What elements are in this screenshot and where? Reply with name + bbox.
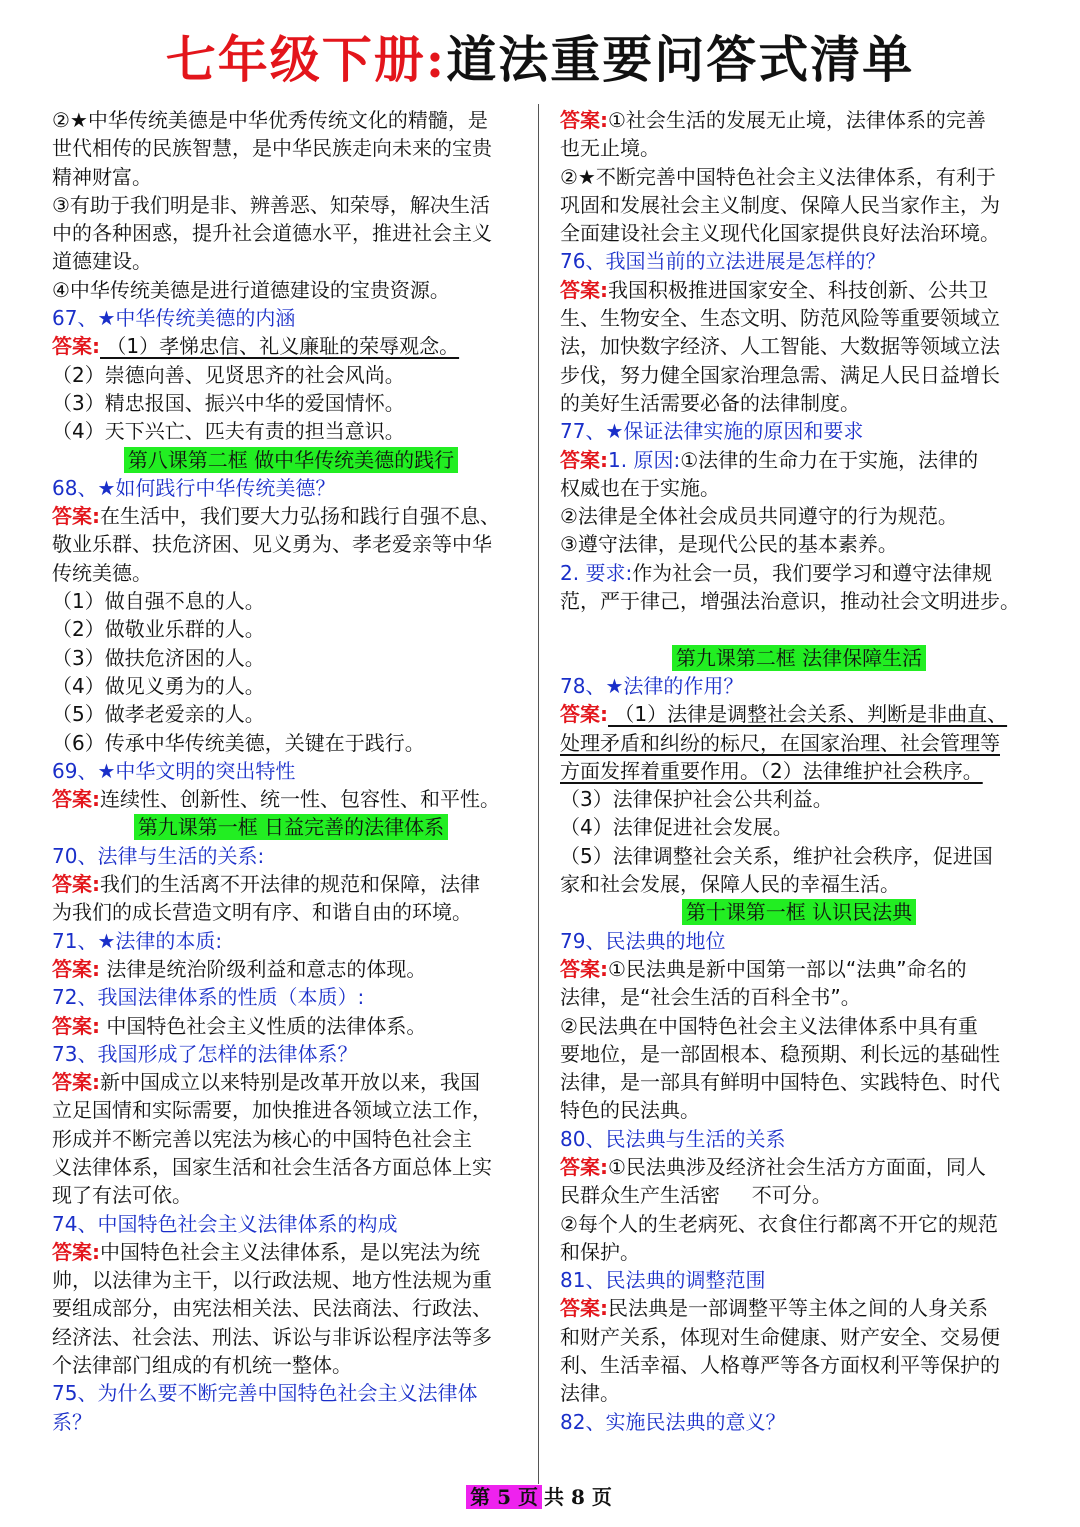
section-heading-text: 第九课第二框 法律保障生活 <box>672 645 926 671</box>
requirement-label: 2. 要求: <box>560 560 633 585</box>
text-line: 生、生物安全、生态文明、防范风险等重要领域立 <box>560 306 1000 331</box>
question-78: 78、★法律的作用？ <box>560 673 744 698</box>
answer-78-line <box>560 700 1038 728</box>
question-72: 72、我国法律体系的性质（本质）: <box>52 985 365 1010</box>
answer-text: （1）孝悌忠信、礼义廉耻的荣辱观念。 <box>100 334 460 359</box>
answer-text: 在生活中，我们要大力弘扬和践行自强不息、 <box>100 504 500 529</box>
text-line: （3）法律保护社会公共利益。 <box>560 787 833 812</box>
text-line: 法律。 <box>560 1381 620 1406</box>
answer-text: ①民法典是新中国第一部以“法典”命名的 <box>608 956 967 981</box>
text-line: 现了有法可依。 <box>52 1183 192 1208</box>
question-69: 69、★中华文明的突出特性 <box>52 758 296 783</box>
text-line: 范，严于律己，增强法治意识，推动社会文明进步。 <box>560 589 1020 614</box>
text-line: 和保护。 <box>560 1239 640 1264</box>
text-line: 世代相传的民族智慧，是中华民族走向未来的宝贵 <box>52 136 492 161</box>
answer-text: 新中国成立以来特别是改革开放以来，我国 <box>100 1070 480 1095</box>
text-line: 经济法、社会法、刑法、诉讼与非诉讼程序法等多 <box>52 1324 492 1349</box>
text-line: 处理矛盾和纠纷的标尺，在国家治理、社会管理等 <box>560 730 1000 755</box>
section-heading-text: 第十课第一框 认识民法典 <box>682 899 916 925</box>
answer-text: 民法典是一部调整平等主体之间的人身关系 <box>608 1296 988 1321</box>
section-heading-8-2 <box>52 446 530 474</box>
question-76: 76、我国当前的立法进展是怎样的？ <box>560 249 886 274</box>
text-line: （3）做扶危济困的人。 <box>52 645 265 670</box>
answer-79-line <box>560 955 1038 983</box>
question-80: 80、民法典与生活的关系 <box>560 1126 786 1151</box>
reason-label: 1. 原因: <box>608 447 681 472</box>
text-line: （2）做敬业乐群的人。 <box>52 617 265 642</box>
column-divider <box>538 104 539 1484</box>
answer-76-line <box>560 276 1038 304</box>
answer-label: 答案: <box>52 334 100 359</box>
answer-72-line <box>52 1012 530 1040</box>
text-line: 家和社会发展，保障人民的幸福生活。 <box>560 872 900 897</box>
text-line: （3）精忠报国、振兴中华的爱国情怀。 <box>52 390 405 415</box>
text-line: （5）法律调整社会关系，维护社会秩序，促进国 <box>560 843 993 868</box>
question-77: 77、★保证法律实施的原因和要求 <box>560 419 864 444</box>
title-grade: 七年级下册: <box>165 30 447 89</box>
page-total: 共 8 页 <box>544 1485 612 1509</box>
answer-label: 答案: <box>560 702 608 727</box>
section-heading-text: 第八课第二框 做中华传统美德的践行 <box>124 447 458 473</box>
requirement-line <box>560 559 1038 587</box>
text-line: （6）传承中华传统美德，关键在于践行。 <box>52 730 425 755</box>
text-line: 立足国情和实际需要，加快推进各领域立法工作， <box>52 1098 492 1123</box>
text-line: ③遵守法律，是现代公民的基本素养。 <box>560 532 898 557</box>
answer-label: 答案: <box>52 504 100 529</box>
question-74: 74、中国特色社会主义法律体系的构成 <box>52 1211 398 1236</box>
answer-label: 答案: <box>560 1154 608 1179</box>
answer-label: 答案: <box>52 787 100 812</box>
section-heading-text: 第九课第一框 日益完善的法律体系 <box>134 814 448 840</box>
question-75-cont: 系？ <box>52 1409 92 1434</box>
answer-text: 连续性、创新性、统一性、包容性、和平性。 <box>100 787 500 812</box>
text-line: （4）天下兴亡、匹夫有责的担当意识。 <box>52 419 405 444</box>
question-73: 73、我国形成了怎样的法律体系？ <box>52 1041 358 1066</box>
text-line: 道德建设。 <box>52 249 152 274</box>
text-line: 帅，以法律为主干，以行政法规、地方性法规为重 <box>52 1268 492 1293</box>
answer-label: 答案: <box>52 872 100 897</box>
text-line: 方面发挥着重要作用。（2）法律维护社会秩序。 <box>560 758 983 783</box>
answer-text: 我国积极推进国家安全、科技创新、公共卫 <box>608 277 988 302</box>
text-line: 为我们的成长营造文明有序、和谐自由的环境。 <box>52 900 472 925</box>
text-line: 法，加快数字经济、人工智能、大数据等领域立法 <box>560 334 1000 359</box>
answer-text: ①社会生活的发展无止境，法律体系的完善 <box>608 108 986 132</box>
text-line: 法律，是一部具有鲜明中国特色、实践特色、时代 <box>560 1070 1000 1095</box>
answer-label: 答案: <box>52 1013 100 1038</box>
text-line: 要地位，是一部固根本、稳预期、利长远的基础性 <box>560 1041 1000 1066</box>
text-line: 义法律体系，国家生活和社会生活各方面总体上实 <box>52 1154 492 1179</box>
answer-label: 答案: <box>560 1296 608 1321</box>
text-line: ②★中华传统美德是中华优秀传统文化的精髓，是 <box>52 108 488 132</box>
answer-text: 法律是统治阶级利益和意志的体现。 <box>100 956 427 981</box>
text-line: ②每个人的生老病死、衣食住行都离不开它的规范 <box>560 1211 998 1236</box>
answer-label: 答案: <box>560 108 608 132</box>
text-line: 法律，是“社会生活的百科全书”。 <box>560 985 861 1010</box>
answer-67-line <box>52 332 530 360</box>
text-line: 全面建设社会主义现代化国家提供良好法治环境。 <box>560 221 1000 246</box>
answer-text: （1）法律是调整社会关系、判断是非曲直、 <box>608 702 1008 727</box>
page-number: 第 5 页 <box>466 1485 542 1509</box>
answer-69-line <box>52 785 530 813</box>
answer-text: 我们的生活离不开法律的规范和保障，法律 <box>100 872 480 897</box>
text-line: ②★不断完善中国特色社会主义法律体系，有利于 <box>560 164 996 189</box>
section-heading-10-1 <box>560 898 1038 926</box>
text-line: 要组成部分，由宪法相关法、民法商法、行政法、 <box>52 1296 492 1321</box>
answer-text: ①法律的生命力在于实施，法律的 <box>680 447 979 472</box>
question-75: 75、为什么要不断完善中国特色社会主义法律体 <box>52 1381 478 1406</box>
answer-label: 答案: <box>52 956 100 981</box>
text-line: 也无止境。 <box>560 136 660 161</box>
answer-label: 答案: <box>560 956 608 981</box>
answer-77-line <box>560 446 1038 474</box>
text-line: ②法律是全体社会成员共同遵守的行为规范。 <box>560 504 958 529</box>
answer-text: 中国特色社会主义性质的法律体系。 <box>100 1013 427 1038</box>
spacer <box>560 615 1038 643</box>
text-line: （2）崇德向善、见贤思齐的社会风尚。 <box>52 362 405 387</box>
answer-label: 答案: <box>52 1239 100 1264</box>
answer-label: 答案: <box>560 447 608 472</box>
question-82: 82、实施民法典的意义？ <box>560 1409 786 1434</box>
text-line: 民群众生产生活密 不可分。 <box>560 1183 832 1208</box>
question-70: 70、法律与生活的关系: <box>52 843 265 868</box>
text-line: （4）做见义勇为的人。 <box>52 673 265 698</box>
question-81: 81、民法典的调整范围 <box>560 1268 766 1293</box>
text-line: （5）做孝老爱亲的人。 <box>52 702 265 727</box>
answer-74-line <box>52 1238 530 1266</box>
left-column <box>52 106 530 1436</box>
answer-81-line <box>560 1294 1038 1322</box>
text-line: 巩固和发展社会主义制度、保障人民当家作主，为 <box>560 192 1000 217</box>
text-line: 利、生活幸福、人格尊严等各方面权利平等保护的 <box>560 1353 1000 1378</box>
question-68: 68、★如何践行中华传统美德？ <box>52 475 336 500</box>
text-line: ④中华传统美德是进行道德建设的宝贵资源。 <box>52 277 450 302</box>
text-line: 的美好生活需要必备的法律制度。 <box>560 390 860 415</box>
text-line: 特色的民法典。 <box>560 1098 700 1123</box>
text-line: 形成并不断完善以宪法为核心的中国特色社会主 <box>52 1126 472 1151</box>
answer-80-line <box>560 1153 1038 1181</box>
text-line: 精神财富。 <box>52 164 152 189</box>
text-line: ③有助于我们明是非、辨善恶、知荣辱，解决生活 <box>52 192 490 217</box>
text-line: 权威也在于实施。 <box>560 475 720 500</box>
answer-68-line <box>52 502 530 530</box>
page-footer <box>0 1484 1080 1510</box>
answer-label: 答案: <box>52 1070 100 1095</box>
text-line: 中的各种困惑，提升社会道德水平，推进社会主义 <box>52 221 492 246</box>
text-line: 步伐，努力健全国家治理急需、满足人民日益增长 <box>560 362 1000 387</box>
right-column <box>560 106 1038 1436</box>
answer-73-line <box>52 1068 530 1096</box>
question-67: 67、★中华传统美德的内涵 <box>52 306 296 331</box>
text-line: ②民法典在中国特色社会主义法律体系中具有重 <box>560 1013 978 1038</box>
title-subject: 道法重要问答式清单 <box>446 30 915 89</box>
text-line: 敬业乐群、扶危济困、见义勇为、孝老爱亲等中华 <box>52 532 492 557</box>
answer-75-line <box>560 106 1038 134</box>
answer-label: 答案: <box>560 277 608 302</box>
section-heading-9-1 <box>52 813 530 841</box>
answer-text: 作为社会一员，我们要学习和遵守法律规 <box>632 560 993 585</box>
answer-70-line <box>52 870 530 898</box>
answer-text: 中国特色社会主义法律体系，是以宪法为统 <box>100 1239 480 1264</box>
question-71: 71、★法律的本质: <box>52 928 223 953</box>
text-line: （4）法律促进社会发展。 <box>560 815 793 840</box>
section-heading-9-2 <box>560 644 1038 672</box>
question-79: 79、民法典的地位 <box>560 928 726 953</box>
text-line: 和财产关系，体现对生命健康、财产安全、交易便 <box>560 1324 1000 1349</box>
answer-71-line <box>52 955 530 983</box>
text-line: （1）做自强不息的人。 <box>52 589 265 614</box>
text-line: 个法律部门组成的有机统一整体。 <box>52 1353 352 1378</box>
text-line: 传统美德。 <box>52 560 152 585</box>
page-title <box>0 24 1080 96</box>
answer-text: ①民法典涉及经济社会生活方方面面，同人 <box>608 1154 986 1179</box>
